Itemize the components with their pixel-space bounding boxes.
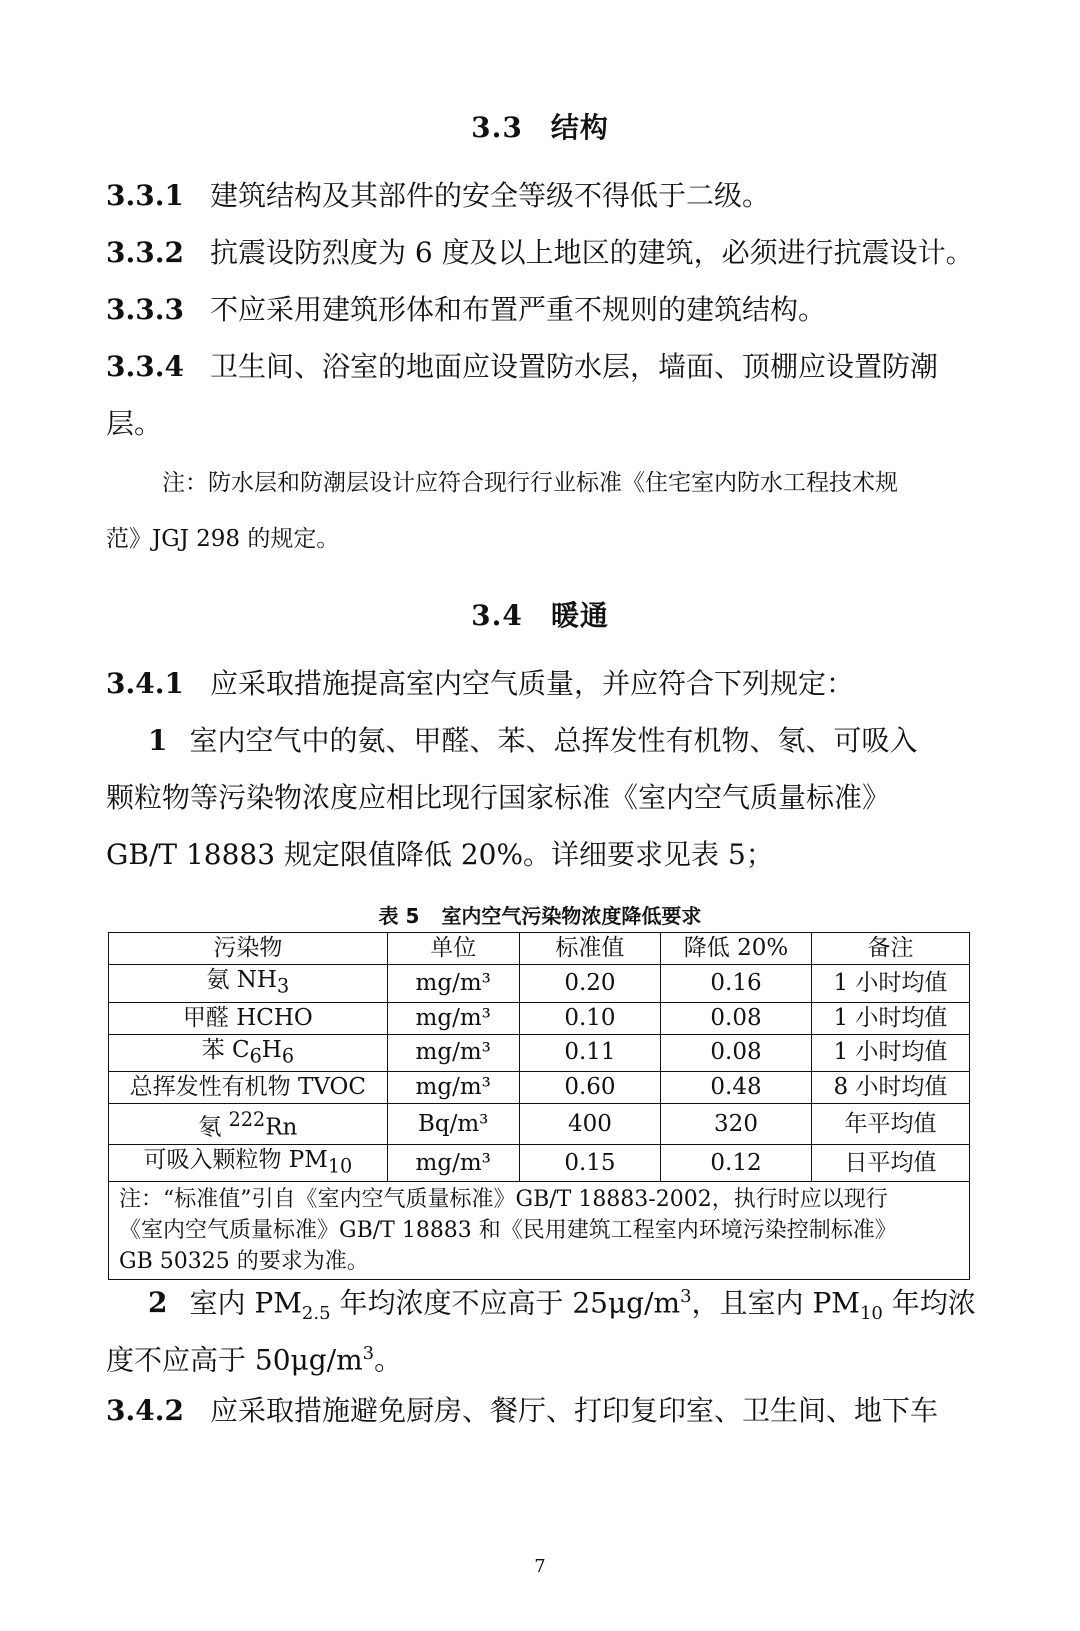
clause-3-3-2: [106, 225, 976, 281]
table-caption: [0, 900, 1080, 929]
standard-value-cell: 0.11: [519, 1034, 660, 1072]
pollutant-subscript: 3: [276, 974, 290, 998]
pollutant-name-tail: H: [261, 1036, 282, 1063]
pollutant-cell: [109, 1104, 388, 1145]
pollutant-subscript: 6: [281, 1044, 295, 1068]
pollutant-name: 氨 NH: [206, 967, 277, 993]
table-number: 表 5: [378, 904, 420, 928]
remark-cell: 年平均值: [811, 1104, 969, 1145]
pollutant-cell: 甲醛 HCHO: [109, 1002, 388, 1034]
clause-note-line1: 注：防水层和防潮层设计应符合现行行业标准《住宅室内防水工程技术规: [162, 470, 898, 496]
clause-text: 卫生间、浴室的地面应设置防水层，墙面、顶棚应设置防潮: [209, 350, 938, 383]
clause-text: 建筑结构及其部件的安全等级不得低于二级。: [209, 179, 770, 212]
unit-cell: mg/m³: [387, 1002, 519, 1034]
standard-value-cell: 0.10: [519, 1002, 660, 1034]
section-number: 3.4: [471, 599, 523, 632]
table-note-line1: 注：“标准值”引自《室内空气质量标准》GB/T 18883-2002，执行时应以现行: [119, 1187, 888, 1213]
reduced-value-cell: 0.12: [661, 1144, 812, 1182]
standard-value-cell: 0.60: [519, 1072, 660, 1104]
clause-3-3-3: [106, 282, 976, 338]
item-text: 室内 PM: [189, 1286, 302, 1320]
table-header-cell: 标准值: [519, 933, 660, 965]
page-number: 7: [534, 1556, 546, 1577]
pollutant-name: 可吸入颗粒物 PM: [143, 1146, 328, 1173]
table-header-row: [109, 933, 970, 965]
unit-cell: mg/m³: [387, 965, 519, 1003]
clause-text: 抗震设防烈度为 6 度及以上地区的建筑，必须进行抗震设计。: [209, 236, 974, 269]
subscript: 2.5: [301, 1302, 331, 1324]
table-row: [109, 1144, 970, 1182]
item-1-line3: GB/T 18883 规定限值降低 20%。详细要求见表 5；: [106, 838, 774, 871]
clause-number: 3.3.2: [106, 236, 184, 269]
clause-note-line2: 范》JGJ 298 的规定。: [106, 526, 340, 552]
pollutant-name: 苯 C: [201, 1036, 250, 1063]
pollutant-cell: [109, 1034, 388, 1072]
clause-text: 应采取措施避免厨房、餐厅、打印复印室、卫生间、地下车: [209, 1394, 938, 1427]
item-text: ，且室内 PM: [691, 1286, 860, 1320]
section-heading-3-3: [0, 106, 1080, 146]
clause-number: 3.4.1: [106, 667, 184, 700]
table-row: [109, 1034, 970, 1072]
table-note: [109, 1182, 970, 1280]
standard-value-cell: 400: [519, 1104, 660, 1145]
pollutant-superscript: 222: [228, 1108, 266, 1132]
clause-number: 3.3.4: [106, 350, 184, 383]
table-row: [109, 965, 970, 1003]
item-text: 年均浓: [882, 1286, 976, 1320]
reduced-value-cell: 0.48: [661, 1072, 812, 1104]
clause-3-4-2: [106, 1383, 976, 1439]
remark-cell: 8 小时均值: [811, 1072, 969, 1104]
item-number: 2: [148, 1286, 168, 1320]
table-row: [109, 1104, 970, 1145]
table-header-cell: 降低 20%: [661, 933, 812, 965]
table-header-cell: 备注: [811, 933, 969, 965]
table-note-row: [109, 1182, 970, 1280]
standard-value-cell: 0.20: [519, 965, 660, 1003]
item-text-line1: 室内空气中的氨、甲醛、苯、总挥发性有机物、氡、可吸入: [189, 724, 918, 757]
pollutant-cell: 总挥发性有机物 TVOC: [109, 1072, 388, 1104]
item-text: 年均浓度不应高于 25μg/m: [330, 1286, 681, 1320]
pollutant-table: [108, 932, 970, 1280]
item-text: 度不应高于 50μg/m: [106, 1343, 363, 1377]
clause-3-3-1: [106, 168, 976, 224]
clause-3-4-1-item-1: [106, 713, 976, 769]
remark-cell: 日平均值: [811, 1144, 969, 1182]
pollutant-name-tail: Rn: [265, 1114, 298, 1141]
clause-3-3-4-continuation: 层。: [106, 407, 163, 440]
superscript: 3: [680, 1286, 692, 1307]
table-row: [109, 1072, 970, 1104]
remark-cell: 1 小时均值: [811, 1002, 969, 1034]
pollutant-name: 氡: [198, 1114, 229, 1141]
pollutant-subscript: 6: [249, 1044, 262, 1068]
pollutant-subscript: 10: [327, 1154, 353, 1178]
standard-value-cell: 0.15: [519, 1144, 660, 1182]
section-heading-3-4: [0, 594, 1080, 634]
clause-number: 3.4.2: [106, 1394, 184, 1427]
remark-cell: 1 小时均值: [811, 1034, 969, 1072]
subscript: 10: [859, 1302, 883, 1324]
item-text: 。: [374, 1343, 403, 1377]
clause-3-3-4: [106, 339, 976, 395]
reduced-value-cell: 0.08: [661, 1002, 812, 1034]
clause-number: 3.3.1: [106, 179, 184, 212]
clause-text: 不应采用建筑形体和布置严重不规则的建筑结构。: [209, 293, 826, 326]
superscript: 3: [362, 1343, 375, 1364]
pollutant-cell: [109, 965, 388, 1003]
item-1-line2: 颗粒物等污染物浓度应相比现行国家标准《室内空气质量标准》: [106, 781, 891, 814]
table-note-line2: 《室内空气质量标准》GB/T 18883 和《民用建筑工程室内环境污染控制标准》: [119, 1218, 897, 1244]
section-title: 暖通: [550, 599, 609, 632]
reduced-value-cell: 0.16: [661, 965, 812, 1003]
reduced-value-cell: 320: [661, 1104, 812, 1145]
clause-text: 应采取措施提高室内空气质量，并应符合下列规定：: [209, 667, 854, 700]
item-number: 1: [148, 724, 168, 757]
section-number: 3.3: [471, 111, 523, 144]
reduced-value-cell: 0.08: [661, 1034, 812, 1072]
unit-cell: mg/m³: [387, 1034, 519, 1072]
unit-cell: Bq/m³: [387, 1104, 519, 1145]
pollutant-cell: [109, 1144, 388, 1182]
unit-cell: mg/m³: [387, 1144, 519, 1182]
remark-cell: 1 小时均值: [811, 965, 969, 1003]
clause-3-4-1: [106, 656, 976, 712]
section-title: 结构: [550, 111, 609, 144]
table-title: 室内空气污染物浓度降低要求: [441, 904, 702, 928]
table-note-line3: GB 50325 的要求为准。: [119, 1249, 369, 1275]
unit-cell: mg/m³: [387, 1072, 519, 1104]
table-header-cell: 污染物: [109, 933, 388, 965]
table-row: [109, 1002, 970, 1034]
item-2-line2: [106, 1326, 976, 1388]
table-header-cell: 单位: [387, 933, 519, 965]
clause-number: 3.3.3: [106, 293, 184, 326]
